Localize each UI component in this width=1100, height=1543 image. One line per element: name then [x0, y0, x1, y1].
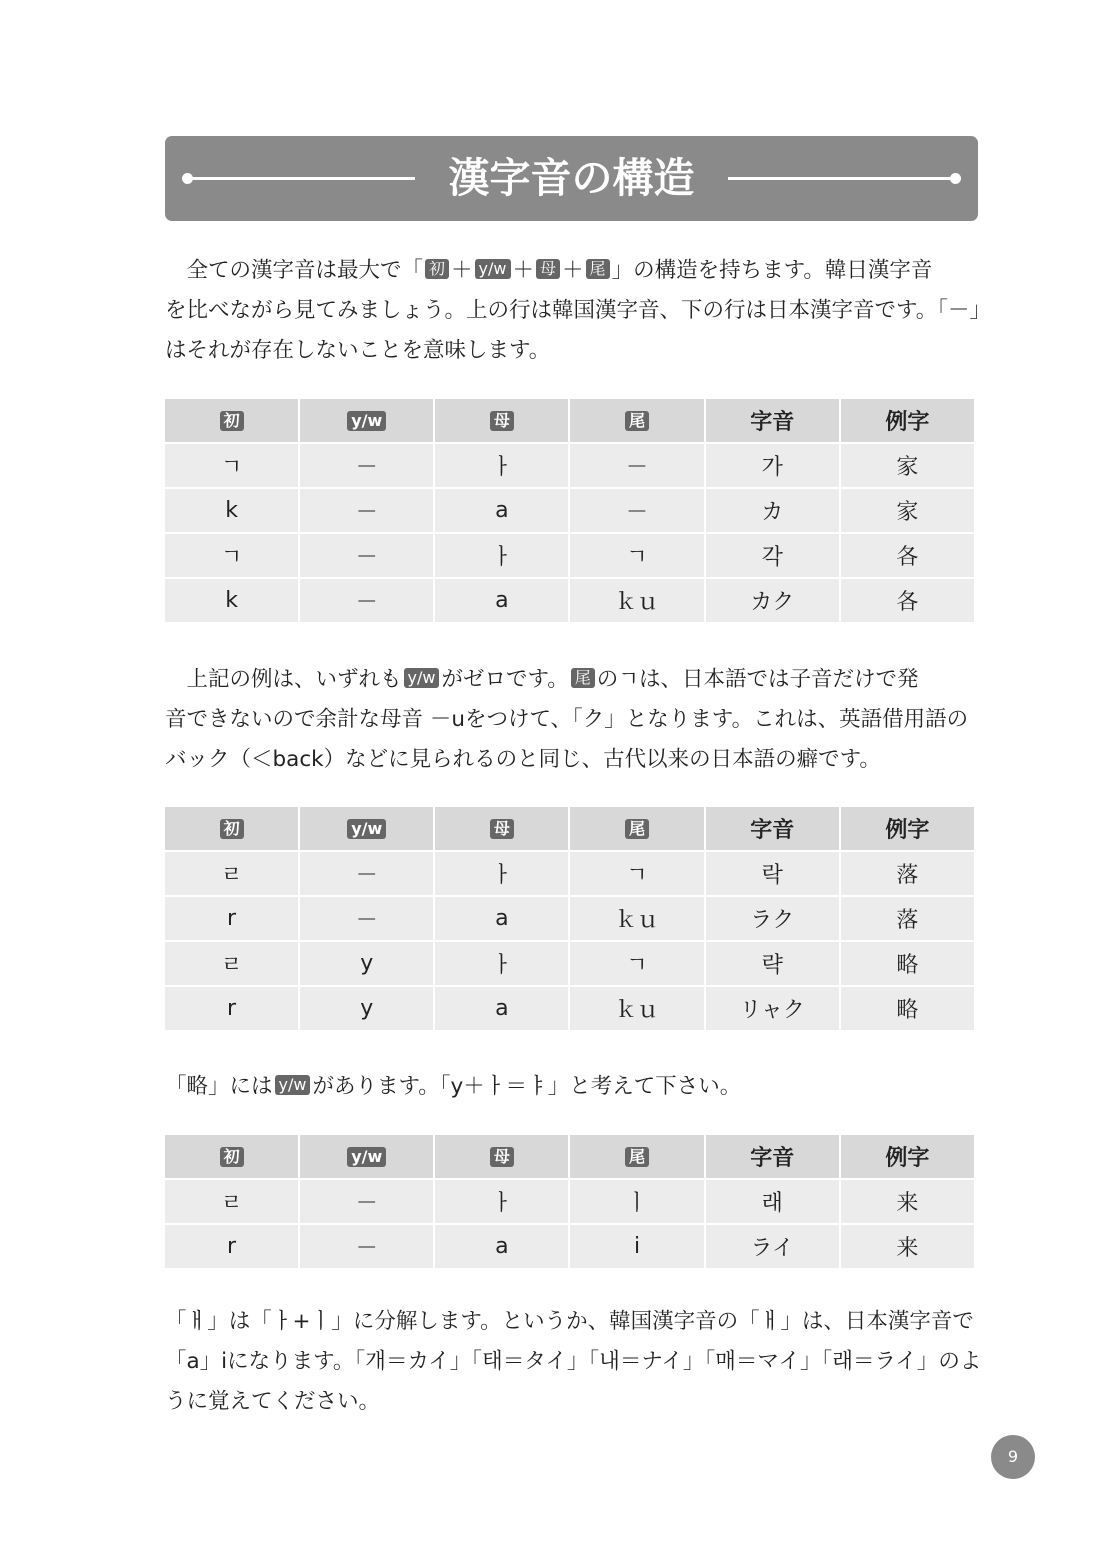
example-line-3: バック（＜back）などに見られるのと同じ、古代以来の日本語の癖です。 [165, 747, 881, 772]
table-row: r － a ｋｕ ラク 落 [165, 897, 974, 940]
intro-line-2: を比べながら見てみましょう。上の行は韓国漢字音、下の行は日本漢字音です。「－」 [165, 298, 992, 323]
header-jion: 字音 [706, 1135, 839, 1178]
table-row: k － a － カ 家 [165, 489, 974, 532]
header-reiji: 例字 [841, 1135, 974, 1178]
header-reiji: 例字 [841, 399, 974, 442]
header-bo: 母 [435, 1135, 568, 1178]
table-row: ㄹ y ㅏ ㄱ 략 略 [165, 942, 974, 985]
page-title: 漢字音の構造 [448, 154, 695, 202]
header-jion: 字音 [706, 807, 839, 850]
table-header-row [165, 1135, 974, 1178]
ryaku-paragraph [165, 1067, 978, 1107]
header-bi: 尾 [570, 1135, 703, 1178]
table-row: r － a i ライ 来 [165, 1225, 974, 1268]
header-jion: 字音 [706, 399, 839, 442]
ae-line-2: 「a」iになります。「개＝カイ」「태＝タイ」「내＝ナイ」「매＝マイ」「래＝ライ」のよ [165, 1349, 982, 1374]
header-cho: 初 [165, 399, 298, 442]
table-row: ㄹ － ㅏ ㄱ 락 落 [165, 852, 974, 895]
page-number: 9 [991, 1435, 1035, 1479]
table-row: r y a ｋｕ リャク 略 [165, 987, 974, 1030]
header-yw: y/w [300, 807, 433, 850]
tag-bo: 母 [536, 259, 560, 279]
tag-yw: y/w [275, 1075, 311, 1095]
table-row: ㄱ － ㅏ ㄱ 각 各 [165, 534, 974, 577]
tag-cho: 初 [425, 259, 449, 279]
header-reiji: 例字 [841, 807, 974, 850]
ae-paragraph [165, 1302, 982, 1422]
title-banner [165, 136, 978, 221]
table-header-row [165, 807, 974, 850]
example-line-1: 上記の例は、いずれも y/w がゼロです。 尾 のㄱは、日本語では子音だけで発 [165, 667, 919, 692]
header-yw: y/w [300, 1135, 433, 1178]
header-cho: 初 [165, 1135, 298, 1178]
intro-paragraph [165, 251, 992, 371]
intro-line-1: 全ての漢字音は最大で「 初 ＋ y/w ＋ 母 ＋ 尾 」の構造を持ちます。韓日漢字音 [165, 258, 933, 283]
tag-bi: 尾 [571, 668, 595, 688]
table-row: ㄱ － ㅏ － 가 家 [165, 444, 974, 487]
header-bo: 母 [435, 399, 568, 442]
tag-yw: y/w [404, 668, 440, 688]
tag-bi: 尾 [586, 259, 610, 279]
header-yw: y/w [300, 399, 433, 442]
table-row: k － a ｋｕ カク 各 [165, 579, 974, 622]
table-rai [163, 1133, 976, 1270]
header-cho: 初 [165, 807, 298, 850]
ryaku-line-1: 「略」には y/w があります。「y＋ㅏ＝ㅑ」と考えて下さい。 [165, 1074, 742, 1099]
header-bi: 尾 [570, 399, 703, 442]
table-ka-kaku [163, 397, 976, 624]
ae-line-1: 「ㅐ」は「ㅏ+ㅣ」に分解します。というか、韓国漢字音の「ㅐ」は、日本漢字音で [165, 1309, 974, 1334]
header-bi: 尾 [570, 807, 703, 850]
example-line-2: 音できないので余計な母音 －uをつけて、「ク」となります。これは、英語借用語の [165, 707, 969, 732]
example-paragraph [165, 660, 978, 780]
table-row: ㄹ － ㅏ ㅣ 래 来 [165, 1180, 974, 1223]
ae-line-3: うに覚えてください。 [165, 1389, 381, 1414]
header-bo: 母 [435, 807, 568, 850]
intro-line-3: はそれが存在しないことを意味します。 [165, 338, 551, 363]
table-header-row [165, 399, 974, 442]
tag-yw: y/w [475, 259, 511, 279]
table-raku-ryaku [163, 805, 976, 1032]
